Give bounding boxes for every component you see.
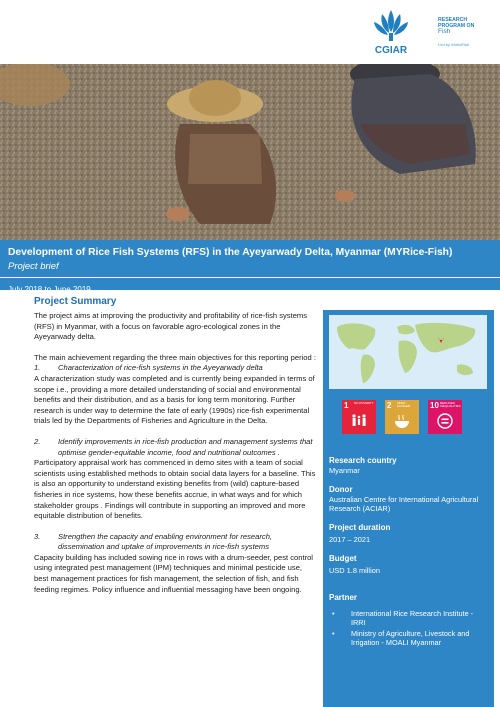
sdg-number: 1 (344, 401, 349, 410)
sdg-label: REDUCED INEQUALITIES (440, 401, 461, 409)
summary-achievement: The main achievement regarding the three main objectives for this reporting period : (34, 352, 316, 362)
title-band (0, 240, 500, 277)
sdg-label: ZERO HUNGER (397, 401, 411, 409)
partner-list (329, 609, 488, 648)
partner-name: Ministry of Agriculture, Livestock and Irrigation - MOALI Myanmar (351, 628, 470, 648)
objective-3-text: Capacity building has included sowing rice in rows with a drum-seeder, pest control using integrated pest management (IPM) techniques and minimal pesticide use, best management practices for fish management, the selection of fish, and fish feeding regimes. Policy influence and influential messaging have been ongoing. (34, 552, 313, 594)
objective-1-title (34, 363, 318, 374)
duration-block (329, 523, 488, 544)
objective-2-text: Participatory appraisal work has commenced in demo sites with a team of social scientists using established methods to obtain social data layers for a baseline. This is also an opportunity to understand existing benefits from (wild) capture-based fisheries in rice systems, how these benefits accrue, in what ways and for which stakeholder groups . Findings will contribute in supporting an improved and more equitable distribution of benefits. (34, 458, 316, 521)
project-dates: July 2018 to June 2019 (8, 285, 91, 294)
duration-value: 2017 – 2021 (329, 535, 371, 544)
program-line2: PROGRAM ON (438, 23, 475, 30)
document-title: Development of Rice Fish Systems (RFS) in the Ayeyarwady Delta, Myanmar (MYRice-Fish) (8, 247, 453, 258)
country-block (329, 456, 488, 475)
sdg-number: 2 (387, 401, 392, 410)
project-info-sidebar (323, 310, 494, 707)
sdg-label: NO POVERTY (354, 401, 374, 405)
family-icon (350, 413, 368, 429)
program-name (438, 17, 500, 48)
led-by-text: Led by WorldFish (438, 41, 470, 47)
objective-3-title (34, 532, 318, 553)
sdg-number: 10 (430, 401, 439, 410)
partner-label: Partner (329, 593, 358, 602)
world-map (329, 315, 487, 389)
cgiar-wordmark: CGIAR (374, 45, 408, 56)
date-band (0, 278, 500, 294)
sdg-1-icon (342, 400, 376, 434)
equality-icon (436, 413, 454, 429)
rice-fish-photo-icon (0, 64, 500, 240)
objective-1-text: A characterization study was completed and is currently being expanded in terms of scope i.e., providing a more detailed understanding of social and environmental benefits and their distribution, and as a basis for long term monitoring. Further research is under way to determine the fate of early (1990s) rice-fish experimental trials led by the Departments of Fisheries and Agriculture in the Delta. (34, 373, 315, 426)
bullet-icon: • (332, 628, 335, 638)
program-line1: RESEARCH (438, 17, 468, 23)
bowl-icon (393, 413, 411, 429)
objective-2-title (34, 437, 318, 458)
summary-intro: The project aims at improving the productivity and profitability of rice-fish systems (RFS) in Myanmar, with a focus on favorable agro-ecological zones in the Ayeyarwady delta. (34, 311, 308, 342)
sdg-icons (342, 400, 488, 434)
partner-block (329, 593, 488, 648)
country-value: Myanmar (329, 466, 360, 475)
project-summary-section (34, 296, 318, 595)
section-heading: Project Summary (34, 296, 117, 307)
bullet-icon: • (332, 609, 335, 618)
objective-number: 3. (34, 531, 41, 541)
partner-name: International Rice Research Institute - IRRI (351, 609, 474, 628)
sdg-2-icon (385, 400, 419, 434)
cgiar-leaf-icon (360, 6, 422, 58)
objective-title: Characterization of rice-fish systems in the Ayeyarwady delta (58, 363, 263, 373)
budget-label: Budget (329, 554, 357, 563)
donor-block (329, 485, 488, 513)
world-map-icon (329, 315, 487, 389)
sdg-10-icon (428, 400, 462, 434)
list-item (329, 629, 488, 648)
document-subtitle: Project brief (8, 261, 59, 272)
cgiar-logo (360, 6, 500, 58)
program-line3: Fish (438, 28, 451, 36)
country-label: Research country (329, 456, 397, 465)
donor-value: Australian Centre for International Agricultural Research (ACIAR) (329, 495, 479, 513)
objective-number: 1. (34, 363, 41, 373)
donor-label: Donor (329, 485, 353, 494)
duration-label: Project duration (329, 523, 391, 532)
budget-value: USD 1.8 million (329, 566, 380, 575)
objective-title: Identify improvements in rice-fish production and management systems that optimise gender-equitable income, food and nutritional outcomes . (58, 436, 313, 457)
list-item (329, 609, 488, 628)
objective-number: 2. (34, 436, 41, 446)
hero-photo (0, 64, 500, 240)
objective-title: Strengthen the capacity and enabling environment for research, dissemination and uptake of improvements in rice-fish systems (58, 531, 273, 552)
budget-block (329, 554, 488, 575)
